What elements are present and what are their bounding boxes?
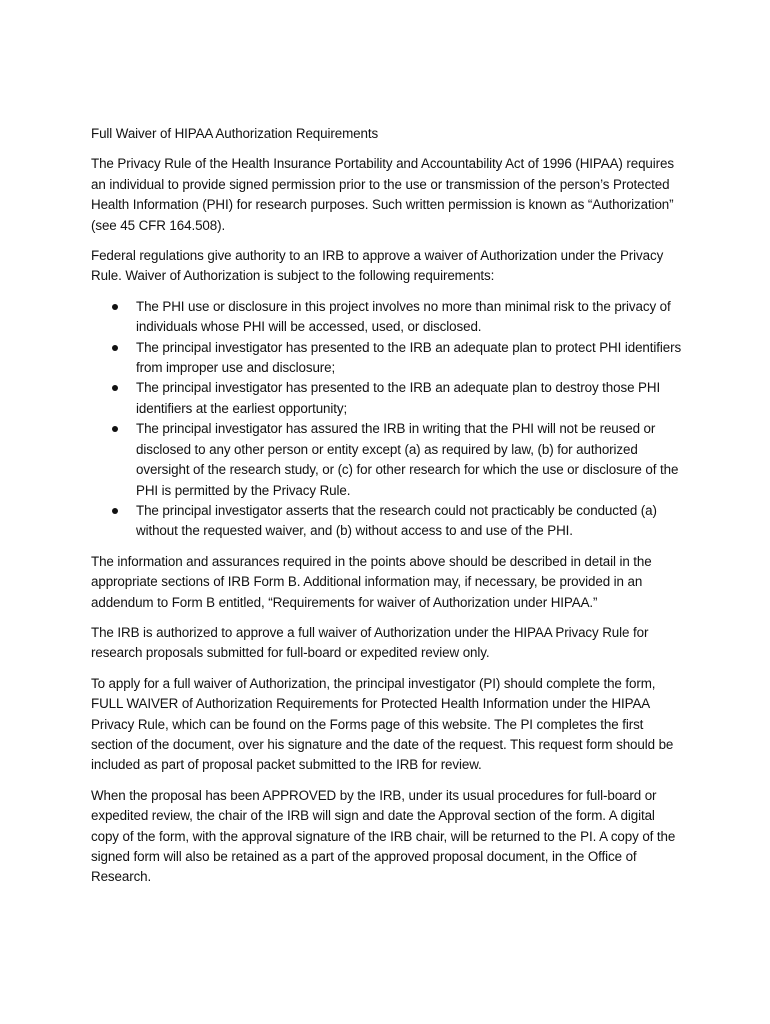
bullet-icon (112, 426, 118, 432)
requirements-list (91, 297, 683, 542)
list-item (91, 297, 683, 338)
list-item (91, 501, 683, 542)
closing-paragraph: When the proposal has been APPROVED by the IRB, under its usual procedures for full-board or expedited review, the chair of the IRB will sign and date the Approval section of the form. A digital copy of the form, with the approval signature of the IRB chair, will be returned to the PI. A copy of the signed form will also be retained as a part of the approved proposal document, in the Office of Research. (91, 787, 676, 885)
closing-paragraph: The information and assurances required in the points above should be described in detail in the appropriate sections of IRB Form B. Additional information may, if necessary, be provided in an addendum to Form B entitled, “Requirements for waiver of Authorization under HIPAA.” (91, 553, 652, 610)
list-item-text: The principal investigator has presented to the IRB an adequate plan to protect PHI identifiers from improper use and disclosure; (136, 339, 682, 376)
bullet-icon (112, 304, 118, 310)
bullet-icon (112, 385, 118, 391)
list-item-text: The principal investigator asserts that the research could not practicably be conducted (a) without the requested waiver, and (b) without access to and use of the PHI. (136, 502, 657, 539)
closing-paragraph: To apply for a full waiver of Authorization, the principal investigator (PI) should complete the form, FULL WAIVER of Authorization Requirements for Protected Health Information under the HIPAA Privacy Rule, which can be found on the Forms page of this website. The PI completes the first section of the document, over his signature and the date of the request. This request form should be included as part of proposal packet submitted to the IRB for review. (91, 675, 674, 773)
intro-paragraph: The Privacy Rule of the Health Insurance Portability and Accountability Act of 1996 (HIPAA) requires an individual to provide signed permission prior to the use or transmission of the person’s Protected Health Information (PHI) for research purposes. Such written permission is known as “Authorization” (see 45 CFR 164.508). (91, 156, 674, 233)
intro-paragraph: Federal regulations give authority to an IRB to approve a waiver of Authorization under the Privacy Rule. Waiver of Authorization is subject to the following requirements: (91, 248, 664, 284)
list-item-text: The principal investigator has presented to the IRB an adequate plan to destroy those PHI identifiers at the earliest opportunity; (136, 380, 661, 416)
bullet-icon (112, 345, 118, 351)
list-item-text: The PHI use or disclosure in this project involves no more than minimal risk to the privacy of individuals whose PHI will be accessed, used, or disclosed. (136, 298, 671, 335)
closing-paragraph: The IRB is authorized to approve a full waiver of Authorization under the HIPAA Privacy Rule for research proposals submitted for full-board or expedited review only. (91, 624, 649, 661)
list-item (91, 378, 683, 419)
bullet-icon (112, 508, 118, 514)
document-body (91, 124, 683, 898)
list-item-text: The principal investigator has assured the IRB in writing that the PHI will not be reused or disclosed to any other person or entity except (a) as required by law, (b) for authorized oversight of the research study, or (c) for other research for which the use or disclosure of the PHI is permitted by the Privacy Rule. (136, 421, 679, 498)
document-title: Full Waiver of HIPAA Authorization Requirements (91, 126, 379, 141)
list-item (91, 419, 683, 501)
list-item (91, 338, 683, 379)
